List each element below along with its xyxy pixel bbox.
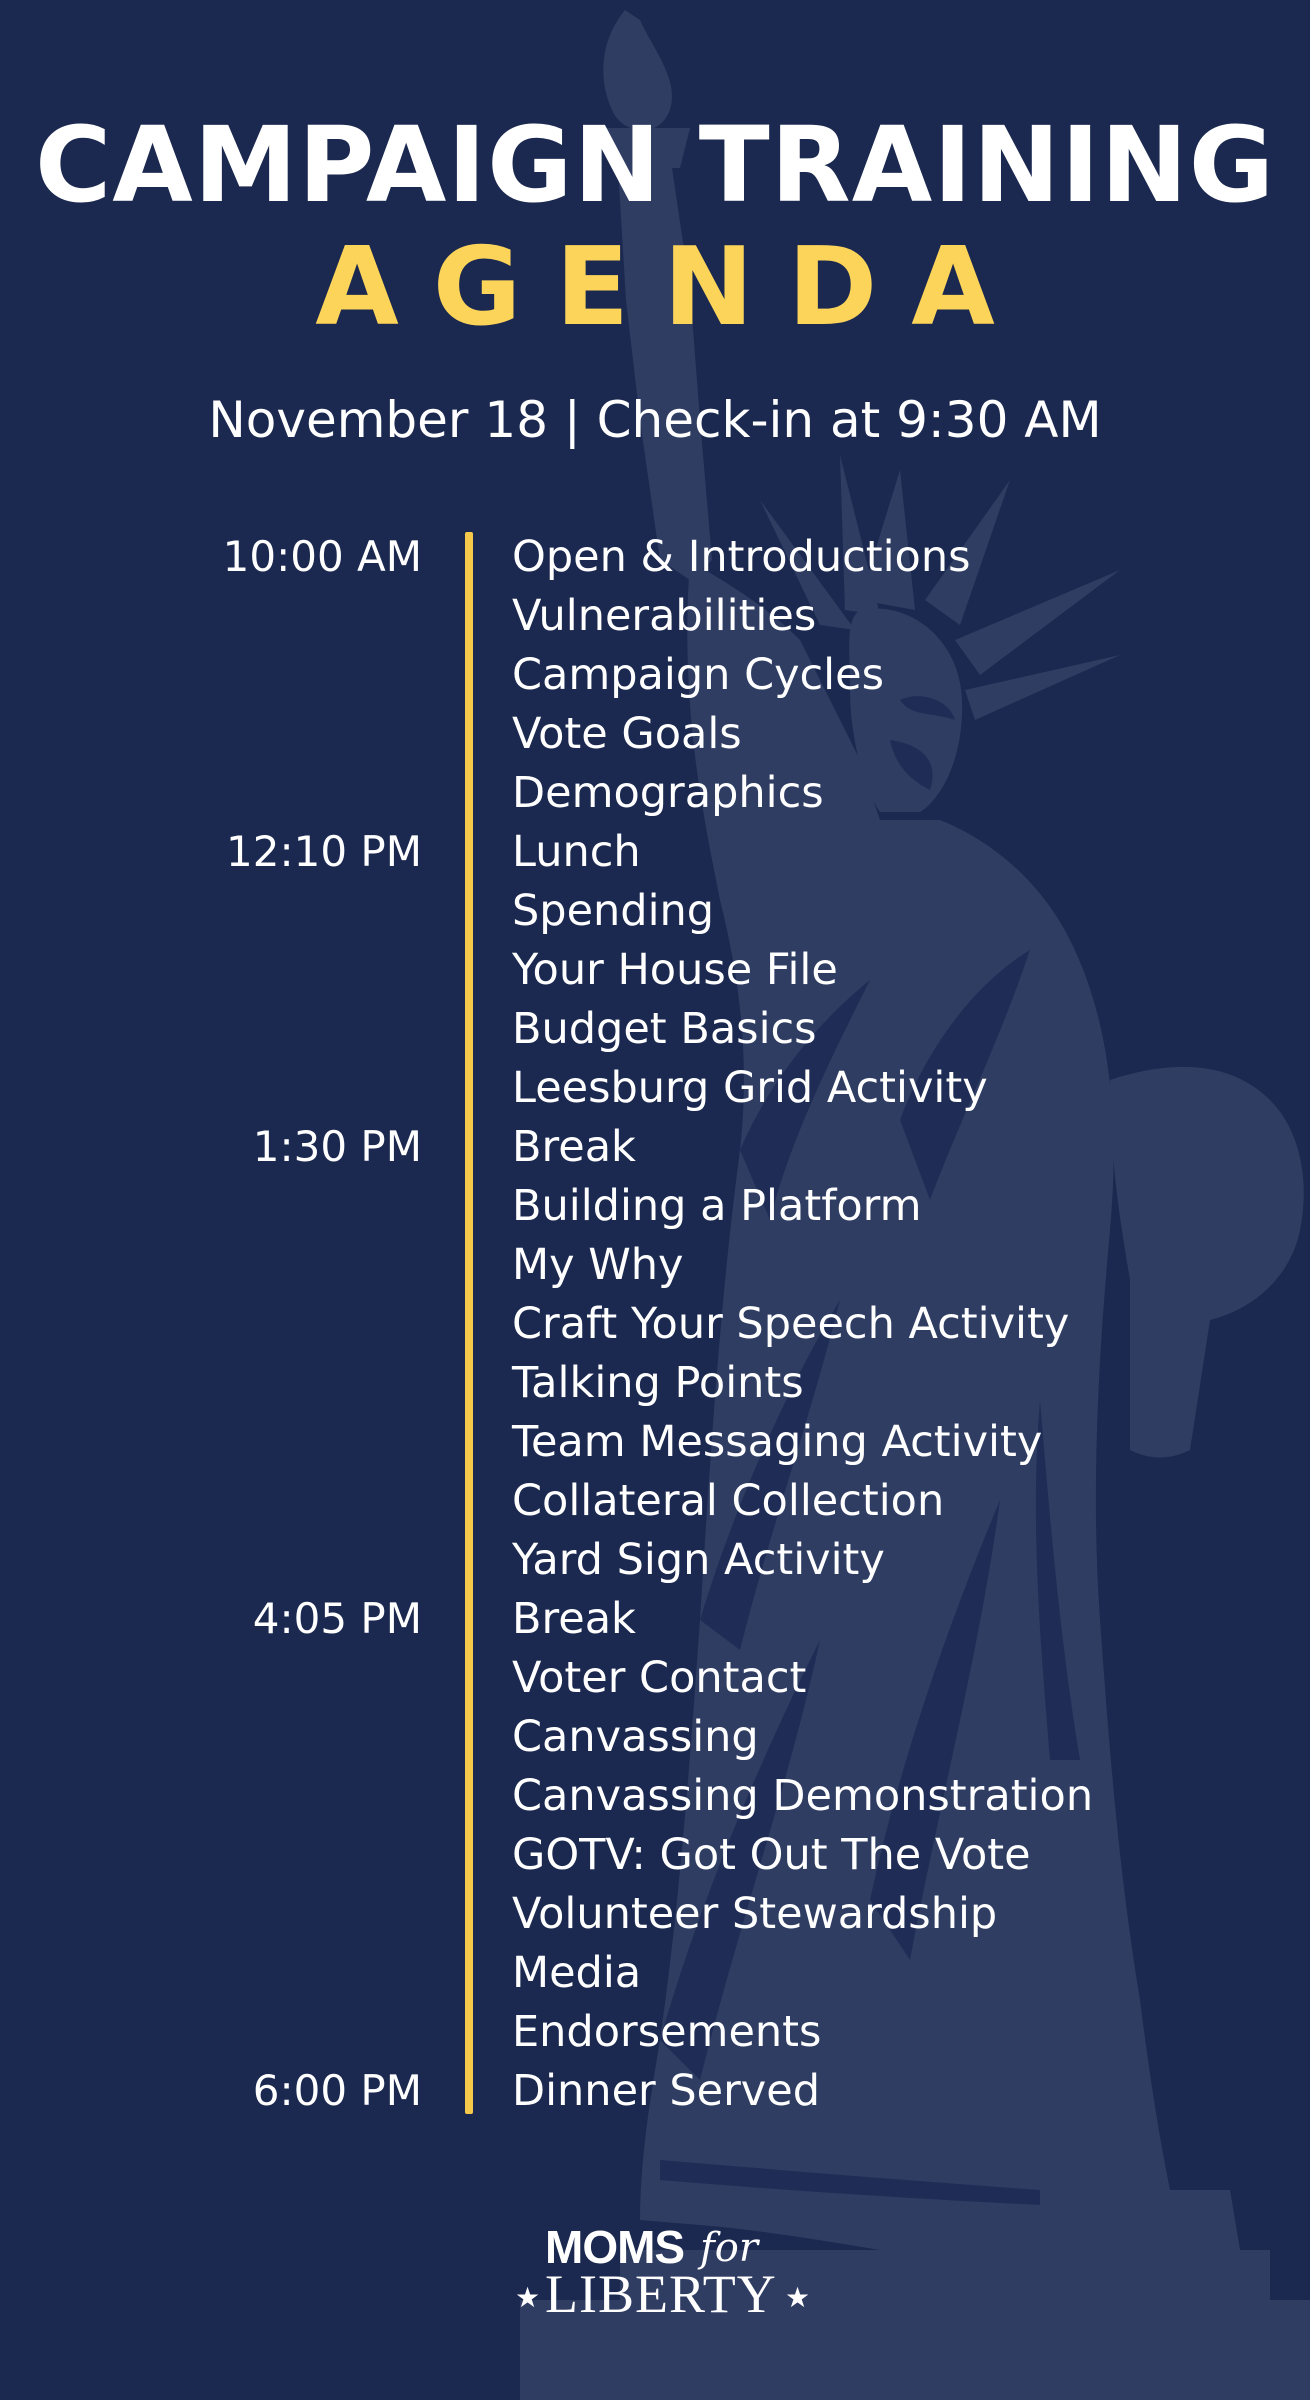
agenda-row bbox=[0, 764, 1310, 823]
agenda-item: Talking Points bbox=[512, 1358, 804, 1408]
agenda-row bbox=[0, 1649, 1310, 1708]
agenda-item: Collateral Collection bbox=[512, 1476, 945, 1526]
agenda-row bbox=[0, 646, 1310, 705]
star-icon: ★ bbox=[515, 2281, 541, 2314]
agenda-row bbox=[0, 823, 1310, 882]
agenda-row bbox=[0, 1413, 1310, 1472]
agenda-row bbox=[0, 1944, 1310, 2003]
agenda-row bbox=[0, 1472, 1310, 1531]
agenda-item: Demographics bbox=[512, 768, 824, 818]
agenda-item: Yard Sign Activity bbox=[512, 1535, 885, 1585]
agenda-item: Leesburg Grid Activity bbox=[512, 1063, 988, 1113]
moms-for-liberty-logo bbox=[505, 2222, 815, 2322]
agenda-item: Canvassing bbox=[512, 1712, 759, 1762]
agenda-row bbox=[0, 1590, 1310, 1649]
agenda-item: Volunteer Stewardship bbox=[512, 1889, 998, 1939]
agenda-row bbox=[0, 1295, 1310, 1354]
agenda-row bbox=[0, 2062, 1310, 2121]
agenda-item: Open & Introductions bbox=[512, 532, 971, 582]
agenda-item: Building a Platform bbox=[512, 1181, 922, 1231]
agenda-time: 10:00 AM bbox=[222, 532, 422, 581]
agenda-row bbox=[0, 587, 1310, 646]
agenda-item: Vote Goals bbox=[512, 709, 742, 759]
agenda-time: 1:30 PM bbox=[252, 1122, 422, 1171]
logo-for-text: for bbox=[700, 2225, 759, 2271]
agenda-time: 12:10 PM bbox=[226, 827, 422, 876]
agenda-item: Your House File bbox=[512, 945, 838, 995]
agenda-item: Break bbox=[512, 1122, 636, 1172]
agenda-item: Vulnerabilities bbox=[512, 591, 817, 641]
agenda-item: Dinner Served bbox=[512, 2066, 820, 2116]
agenda-row bbox=[0, 1000, 1310, 1059]
agenda-row bbox=[0, 1354, 1310, 1413]
agenda-item: Media bbox=[512, 1948, 642, 1998]
agenda-item: Campaign Cycles bbox=[512, 650, 884, 700]
page-title: CAMPAIGN TRAINING bbox=[34, 104, 1276, 226]
agenda-item: Team Messaging Activity bbox=[512, 1417, 1043, 1467]
agenda-item: Endorsements bbox=[512, 2007, 822, 2057]
agenda-item: Canvassing Demonstration bbox=[512, 1771, 1094, 1821]
agenda-row bbox=[0, 1236, 1310, 1295]
agenda-item: Budget Basics bbox=[512, 1004, 817, 1054]
agenda-item: My Why bbox=[512, 1240, 684, 1290]
logo-moms-text: MOMS bbox=[545, 2221, 685, 2273]
agenda-row bbox=[0, 528, 1310, 587]
agenda-row bbox=[0, 1767, 1310, 1826]
agenda-row bbox=[0, 705, 1310, 764]
logo-liberty-text: LIBERTY bbox=[545, 2264, 777, 2324]
agenda-time: 6:00 PM bbox=[252, 2066, 422, 2115]
agenda-row bbox=[0, 882, 1310, 941]
agenda-item: Lunch bbox=[512, 827, 641, 877]
agenda-row bbox=[0, 1885, 1310, 1944]
star-icon: ★ bbox=[785, 2281, 811, 2314]
agenda-item: Voter Contact bbox=[512, 1653, 807, 1703]
agenda-row bbox=[0, 1177, 1310, 1236]
agenda-row bbox=[0, 1059, 1310, 1118]
agenda-row bbox=[0, 1531, 1310, 1590]
agenda-row bbox=[0, 941, 1310, 1000]
page-subtitle: AGENDA bbox=[315, 225, 1029, 350]
agenda-item: Break bbox=[512, 1594, 636, 1644]
agenda-row bbox=[0, 1826, 1310, 1885]
agenda-row bbox=[0, 1708, 1310, 1767]
agenda-row bbox=[0, 1118, 1310, 1177]
date-checkin-line: November 18 | Check-in at 9:30 AM bbox=[208, 391, 1102, 449]
agenda-item: GOTV: Got Out The Vote bbox=[512, 1830, 1031, 1880]
agenda-item: Craft Your Speech Activity bbox=[512, 1299, 1070, 1349]
agenda-time: 4:05 PM bbox=[252, 1594, 422, 1643]
agenda-row bbox=[0, 2003, 1310, 2062]
agenda-item: Spending bbox=[512, 886, 715, 936]
